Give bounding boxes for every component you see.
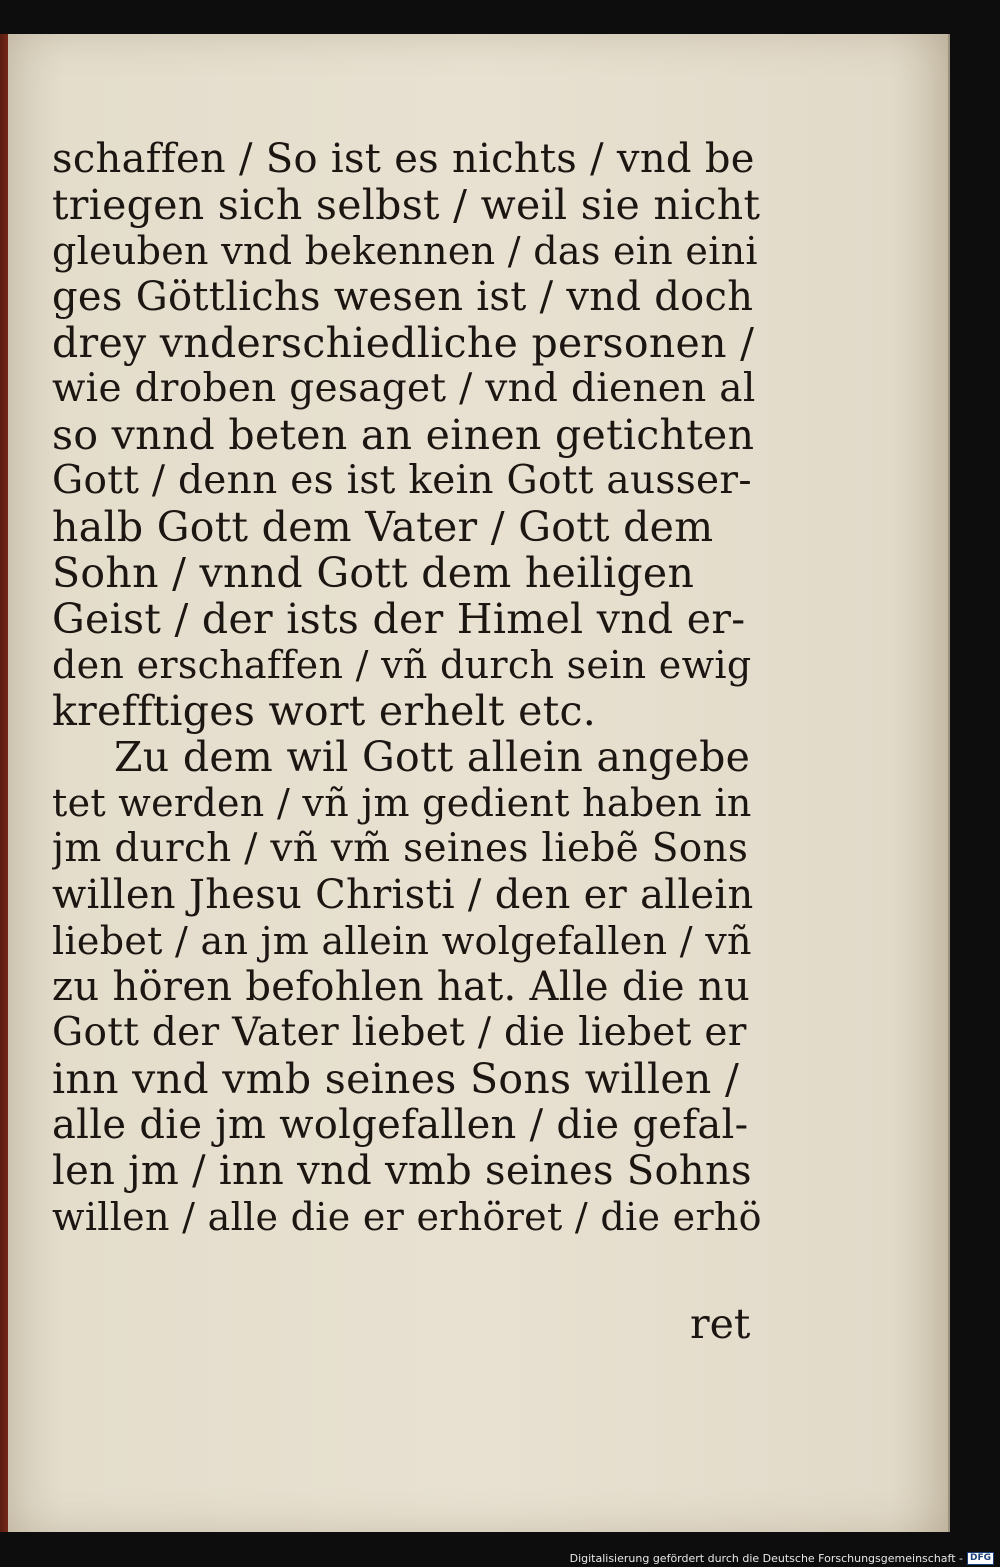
text-line: halb Gott dem Vater / Gott dem — [52, 504, 714, 550]
text-line: willen / alle die er erhöret / die erhö — [52, 1195, 762, 1239]
dfg-logo: DFG — [967, 1552, 994, 1565]
digitization-credit — [570, 1552, 994, 1565]
text-line: ges Göttlichs wesen ist / vnd doch — [52, 274, 754, 320]
text-line: Gott der Vater liebet / die liebet er — [52, 1010, 747, 1055]
text-line: alle die jm wolgefallen / die gefal- — [52, 1102, 749, 1148]
text-line: gleuben vnd bekennen / das ein eini — [52, 229, 758, 273]
text-line: den erschaffen / vñ durch sein ewig — [52, 643, 752, 687]
text-line: willen Jhesu Christi / den er allein — [52, 872, 754, 918]
credit-text: Digitalisierung gefördert durch die Deutsche Forschungsgemeinschaft - — [569, 1552, 963, 1565]
text-line: so vnnd beten an einen getichten — [52, 412, 755, 458]
text-line: drey vnderschiedliche personen / — [52, 320, 755, 366]
text-line: wie droben gesaget / vnd dienen al — [52, 366, 756, 411]
text-line: schaffen / So ist es nichts / vnd be — [52, 136, 755, 182]
text-line: jm durch / vñ vm̃ seines liebẽ Sons — [52, 826, 749, 871]
page-text — [52, 136, 762, 1240]
text-line: krefftiges wort erhelt etc. — [52, 688, 597, 734]
text-line: inn vnd vmb seines Sons willen / — [52, 1056, 740, 1102]
text-line: triegen sich selbst / weil sie nicht — [52, 182, 761, 228]
text-line: tet werden / vñ jm gedient haben in — [52, 781, 752, 825]
text-line: zu hören befohlen hat. Alle die nu — [52, 964, 751, 1010]
catchword: ret — [690, 1300, 751, 1348]
text-line: Gott / denn es ist kein Gott ausser- — [52, 458, 752, 503]
text-line: liebet / an jm allein wolgefallen / vñ — [52, 919, 752, 963]
paragraph-start-line: Zu dem wil Gott allein angebe — [114, 734, 751, 780]
text-line: len jm / inn vnd vmb seines Sohns — [52, 1148, 752, 1194]
text-line: Sohn / vnnd Gott dem heiligen — [52, 550, 695, 596]
text-line: Geist / der ists der Himel vnd er- — [52, 596, 746, 642]
